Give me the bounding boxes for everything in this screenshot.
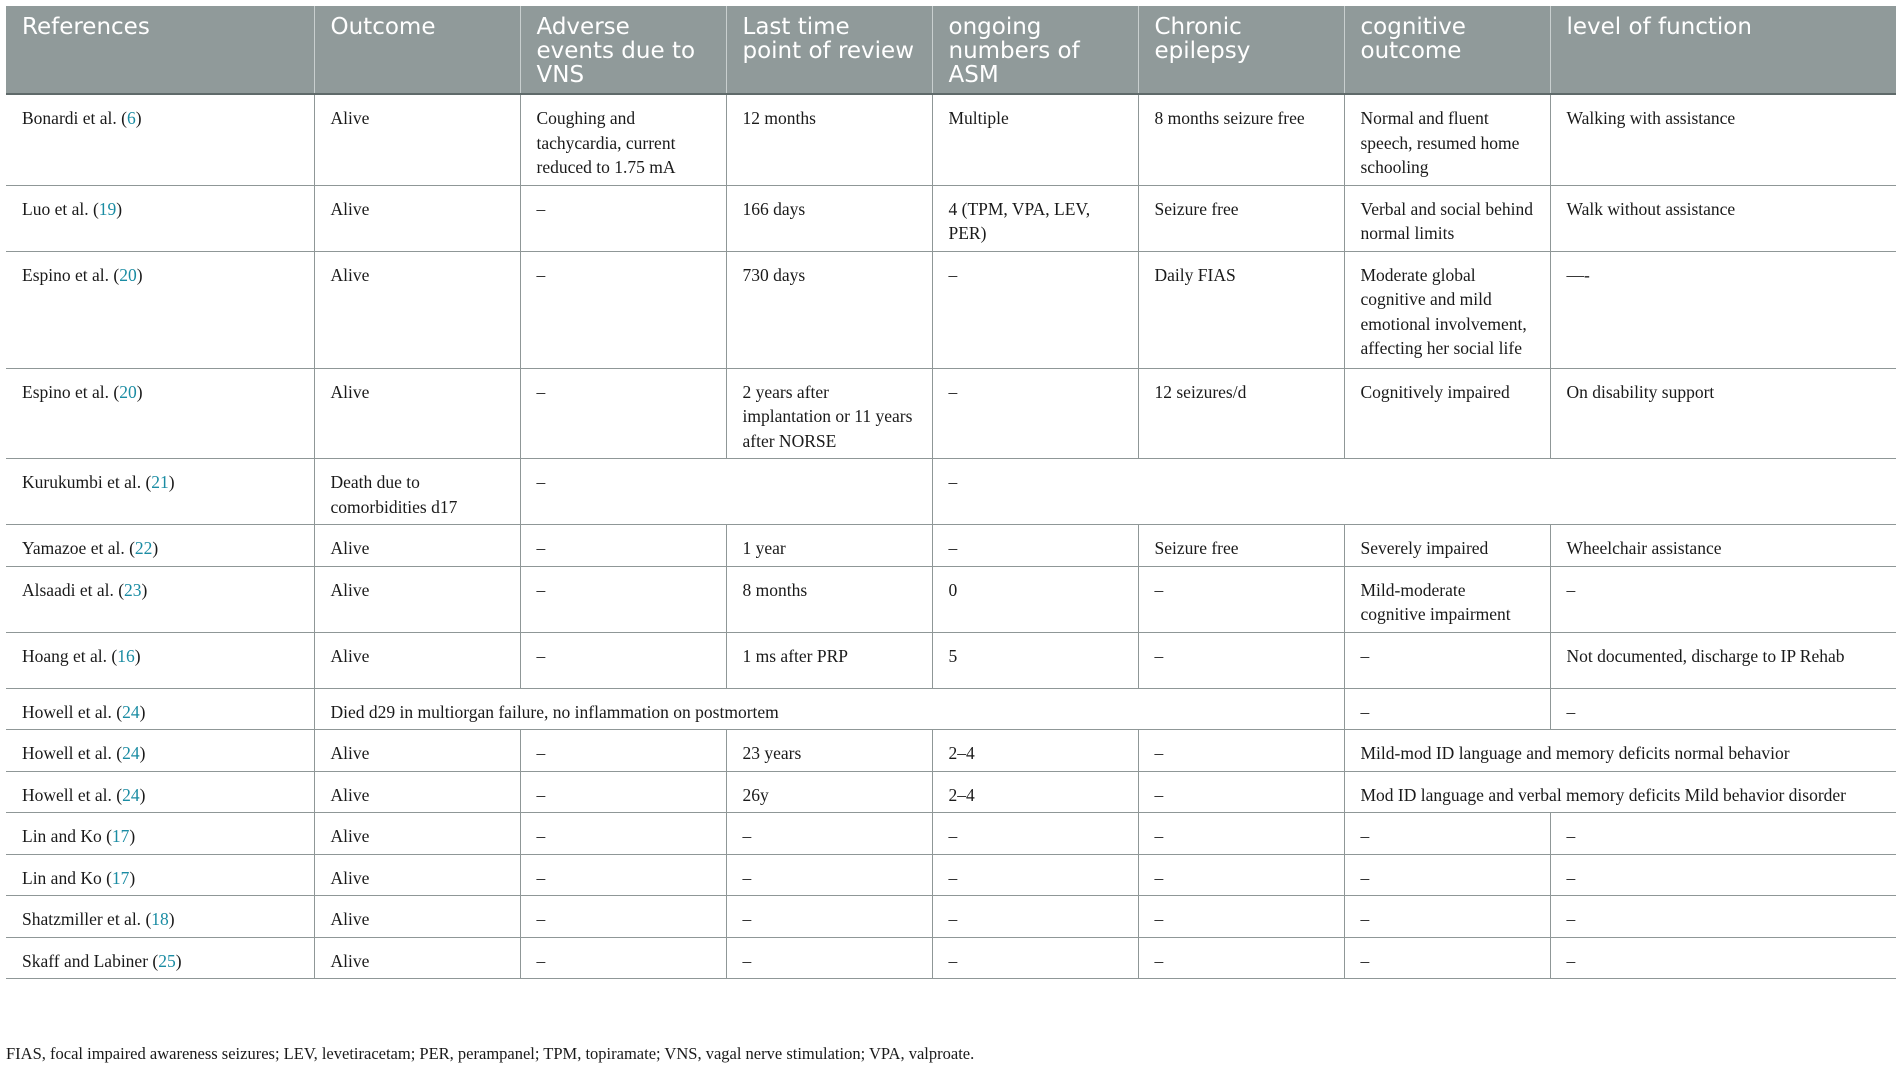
table-cell: 1 ms after PRP	[726, 632, 932, 688]
table-cell: 2–4	[932, 730, 1138, 772]
table-row	[6, 525, 1896, 567]
column-header: Last time point of review	[726, 6, 932, 94]
table-cell: –	[1550, 854, 1896, 896]
table-cell: Walking with assistance	[1550, 94, 1896, 185]
table-cell: 23 years	[726, 730, 932, 772]
table-cell: Alive	[314, 937, 520, 979]
reference-cell: Shatzmiller et al. (18)	[6, 896, 314, 938]
citation-link[interactable]: 24	[122, 784, 140, 805]
table-cell: –	[726, 896, 932, 938]
table-cell: Walk without assistance	[1550, 185, 1896, 251]
table-cell: –	[1550, 896, 1896, 938]
table-cell: –	[932, 459, 1896, 525]
table-cell: –	[932, 896, 1138, 938]
table-cell: Alive	[314, 251, 520, 368]
reference-author: Shatzmiller et al.	[22, 909, 142, 929]
table-cell: –	[1550, 937, 1896, 979]
table-row	[6, 854, 1896, 896]
column-header: Chronic epilepsy	[1138, 6, 1344, 94]
reference-author: Howell et al.	[22, 701, 112, 722]
table-cell: Alive	[314, 896, 520, 938]
table-cell: Alive	[314, 730, 520, 772]
table-cell: –	[520, 459, 932, 525]
outcomes-table	[6, 6, 1896, 979]
reference-author: Hoang et al.	[22, 645, 108, 666]
table-cell: –	[932, 368, 1138, 459]
table-cell: Alive	[314, 566, 520, 632]
citation-link[interactable]: 25	[158, 950, 176, 971]
reference-cell: Espino et al. (20)	[6, 251, 314, 368]
table-cell: 8 months seizure free	[1138, 94, 1344, 185]
table-cell: –	[1138, 896, 1344, 938]
table-cell: 2 years after implantation or 11 years after NORSE	[726, 368, 932, 459]
table-cell: –	[520, 730, 726, 772]
table-cell: –	[726, 854, 932, 896]
reference-author: Skaff and Labiner	[22, 950, 149, 971]
table-cell: Seizure free	[1138, 525, 1344, 567]
table-cell: 0	[932, 566, 1138, 632]
table-cell: Severely impaired	[1344, 525, 1550, 567]
table-cell: Mild-moderate cognitive impairment	[1344, 566, 1550, 632]
table-cell: Mild-mod ID language and memory deficits normal behavior	[1344, 730, 1896, 772]
table-cell: –	[520, 632, 726, 688]
table-cell: –	[1344, 813, 1550, 855]
table-cell: Mod ID language and verbal memory deficits Mild behavior disorder	[1344, 771, 1896, 813]
column-header: Adverse events due to VNS	[520, 6, 726, 94]
reference-cell: Alsaadi et al. (23)	[6, 566, 314, 632]
table-cell: Normal and fluent speech, resumed home schooling	[1344, 94, 1550, 185]
table-cell: 730 days	[726, 251, 932, 368]
table-cell: Seizure free	[1138, 185, 1344, 251]
table-cell: –	[932, 525, 1138, 567]
table-cell: Coughing and tachycardia, current reduced to 1.75 mA	[520, 94, 726, 185]
citation-link[interactable]: 24	[122, 743, 140, 763]
reference-author: Yamazoe et al.	[22, 538, 125, 558]
reference-cell: Skaff and Labiner (25)	[6, 937, 314, 979]
table-cell: –	[1550, 566, 1896, 632]
table-cell: 26y	[726, 771, 932, 813]
table-cell: –	[1344, 632, 1550, 688]
table-row	[6, 251, 1896, 368]
table-cell: 1 year	[726, 525, 932, 567]
table-cell: –	[932, 813, 1138, 855]
reference-cell: Howell et al. (24)	[6, 688, 314, 730]
reference-cell: Howell et al. (24)	[6, 771, 314, 813]
table-row	[6, 94, 1896, 185]
table-row	[6, 896, 1896, 938]
table-cell: –	[520, 896, 726, 938]
table-cell: Multiple	[932, 94, 1138, 185]
table-cell: 5	[932, 632, 1138, 688]
table-cell: Death due to comorbidities d17	[314, 459, 520, 525]
header-row	[6, 6, 1896, 94]
table-body	[6, 94, 1896, 979]
table-cell: Alive	[314, 854, 520, 896]
citation-link[interactable]: 19	[98, 198, 117, 219]
table-row	[6, 368, 1896, 459]
reference-author: Lin and Ko	[22, 826, 102, 846]
table-cell: On disability support	[1550, 368, 1896, 459]
citation-link[interactable]: 18	[151, 909, 169, 929]
table-cell: Died d29 in multiorgan failure, no inflammation on postmortem	[314, 688, 1344, 730]
table-cell: 12 seizures/d	[1138, 368, 1344, 459]
table-row	[6, 566, 1896, 632]
reference-cell: Howell et al. (24)	[6, 730, 314, 772]
table-cell: –	[520, 771, 726, 813]
column-header: cognitive outcome	[1344, 6, 1550, 94]
table-row	[6, 771, 1896, 813]
reference-cell: Bonardi et al. (6)	[6, 94, 314, 185]
table-row	[6, 688, 1896, 730]
table-cell: Wheelchair assistance	[1550, 525, 1896, 567]
table-cell: Alive	[314, 94, 520, 185]
table-cell: Daily FIAS	[1138, 251, 1344, 368]
table-cell: –	[932, 854, 1138, 896]
table-cell: 166 days	[726, 185, 932, 251]
table-cell: Alive	[314, 525, 520, 567]
table-cell: –	[520, 368, 726, 459]
table-row	[6, 730, 1896, 772]
citation-link[interactable]: 20	[119, 264, 137, 285]
table-row	[6, 813, 1896, 855]
table-cell: –	[1138, 854, 1344, 896]
table-cell: –	[1138, 730, 1344, 772]
table-cell: –	[932, 251, 1138, 368]
citation-link[interactable]: 21	[151, 472, 169, 492]
table-cell: –	[932, 937, 1138, 979]
reference-author: Kurukumbi et al.	[22, 472, 142, 492]
citation-link[interactable]: 17	[111, 867, 130, 888]
table-cell: –	[520, 525, 726, 567]
reference-author: Howell et al.	[22, 784, 112, 805]
table-cell: –	[1138, 566, 1344, 632]
table-cell: –	[1138, 813, 1344, 855]
table-cell: Alive	[314, 813, 520, 855]
column-header: Outcome	[314, 6, 520, 94]
reference-author: Alsaadi et al.	[22, 579, 114, 600]
reference-cell: Lin and Ko (17)	[6, 813, 314, 855]
table-cell: –	[1138, 771, 1344, 813]
table-cell: Verbal and social behind normal limits	[1344, 185, 1550, 251]
table-cell: –	[1344, 854, 1550, 896]
citation-link[interactable]: 24	[122, 701, 140, 722]
table-row	[6, 459, 1896, 525]
table-cell: –	[1344, 688, 1550, 730]
table-row	[6, 937, 1896, 979]
citation-link[interactable]: 23	[124, 579, 142, 600]
table-cell: –	[520, 937, 726, 979]
reference-author: Lin and Ko	[22, 867, 102, 888]
table-cell: –	[520, 566, 726, 632]
reference-cell: Lin and Ko (17)	[6, 854, 314, 896]
reference-author: Howell et al.	[22, 743, 112, 763]
table-cell: Alive	[314, 368, 520, 459]
table-cell: –	[1138, 632, 1344, 688]
table-cell: –	[1344, 937, 1550, 979]
column-header: level of function	[1550, 6, 1896, 94]
table-cell: –	[726, 937, 932, 979]
table-cell: –	[520, 854, 726, 896]
table-cell: Cognitively impaired	[1344, 368, 1550, 459]
table-cell: Alive	[314, 771, 520, 813]
citation-link[interactable]: 16	[117, 645, 135, 666]
table-cell: –	[726, 813, 932, 855]
table-cell: –	[520, 251, 726, 368]
reference-cell: Hoang et al. (16)	[6, 632, 314, 688]
table-cell: –	[520, 185, 726, 251]
table-cell: Alive	[314, 632, 520, 688]
reference-cell: Luo et al. (19)	[6, 185, 314, 251]
citation-link[interactable]: 17	[111, 826, 130, 846]
column-header: ongoing numbers of ASM	[932, 6, 1138, 94]
table-cell: 8 months	[726, 566, 932, 632]
reference-cell: Espino et al. (20)	[6, 368, 314, 459]
table-cell: Alive	[314, 185, 520, 251]
table-cell: –	[1550, 813, 1896, 855]
table-cell: Not documented, discharge to IP Rehab	[1550, 632, 1896, 688]
table-footnote: FIAS, focal impaired awareness seizures; LEV, levetiracetam; PER, perampanel; TPM, topiramate; VNS, vagal nerve stimulation; VPA, valproate.	[6, 1044, 975, 1063]
table-cell: –	[1138, 937, 1344, 979]
table-cell: 12 months	[726, 94, 932, 185]
reference-author: Espino et al.	[22, 381, 109, 402]
column-header: References	[6, 6, 314, 94]
citation-link[interactable]: 6	[126, 108, 136, 128]
reference-author: Espino et al.	[22, 264, 109, 285]
citation-link[interactable]: 20	[119, 381, 137, 402]
reference-cell: Yamazoe et al. (22)	[6, 525, 314, 567]
table-cell: –	[520, 813, 726, 855]
table-cell: Moderate global cognitive and mild emotional involvement, affecting her social life	[1344, 251, 1550, 368]
table-cell: —-	[1550, 251, 1896, 368]
table-cell: –	[1344, 896, 1550, 938]
table-row	[6, 632, 1896, 688]
table-cell: –	[1550, 688, 1896, 730]
reference-author: Luo et al.	[22, 198, 89, 219]
outcomes-table-container	[6, 6, 1896, 979]
reference-author: Bonardi et al.	[22, 108, 117, 128]
table-cell: 4 (TPM, VPA, LEV, PER)	[932, 185, 1138, 251]
citation-link[interactable]: 22	[134, 538, 153, 558]
table-row	[6, 185, 1896, 251]
reference-cell: Kurukumbi et al. (21)	[6, 459, 314, 525]
table-cell: 2–4	[932, 771, 1138, 813]
